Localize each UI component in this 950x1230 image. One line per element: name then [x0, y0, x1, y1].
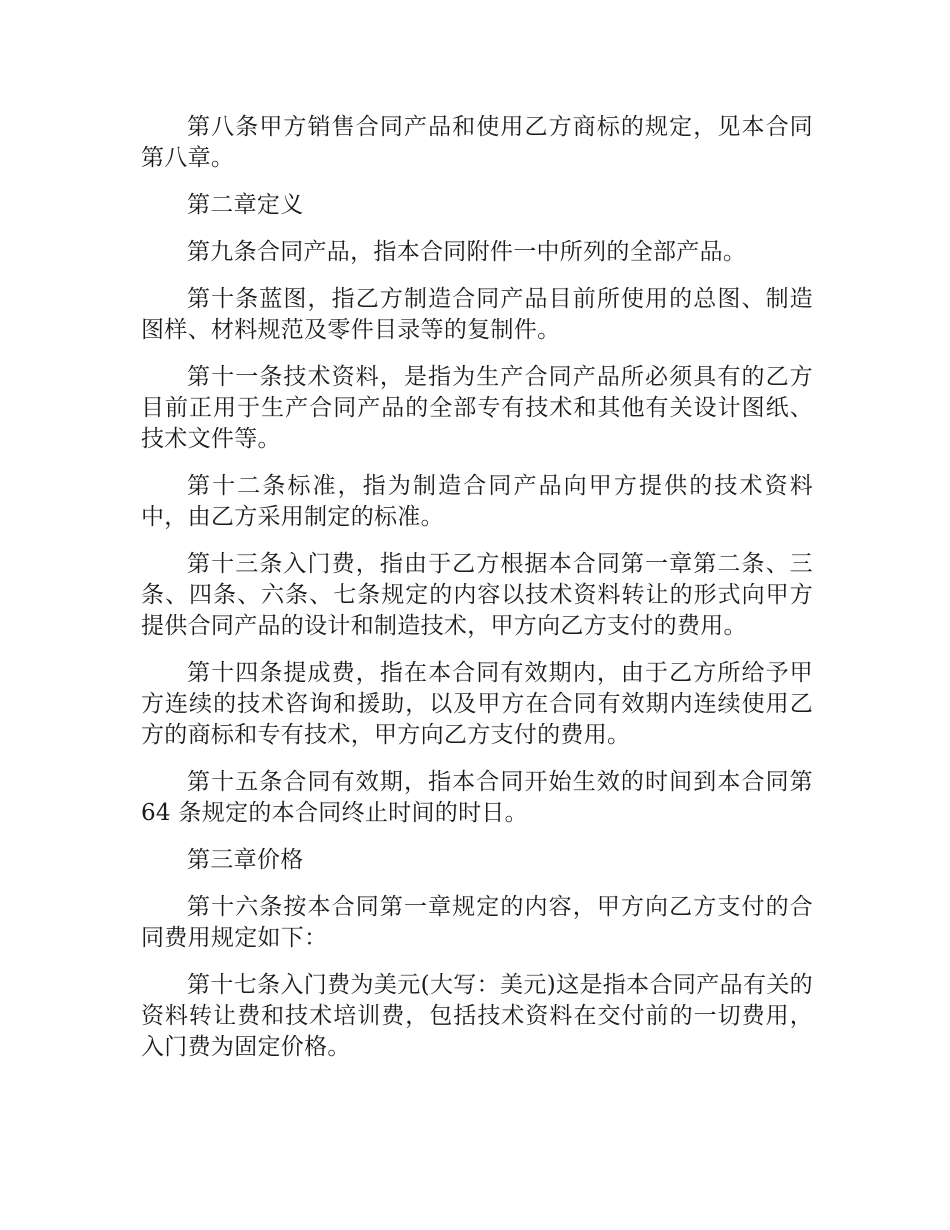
article-13-paragraph: 第十三条入门费，指由于乙方根据本合同第一章第二条、三条、四条、六条、七条规定的内容以技术资料转让的形式向甲方提供合同产品的设计和制造技术，甲方向乙方支付的费用。 [141, 551, 813, 639]
article-15-paragraph: 第十五条合同有效期，指本合同开始生效的时间到本合同第 64 条规定的本合同终止时间的时日。 [141, 769, 813, 826]
chapter-2-heading: 第二章定义 [187, 192, 304, 218]
document-page [141, 112, 813, 1079]
article-10-paragraph: 第十条蓝图，指乙方制造合同产品目前所使用的总图、制造图样、材料规范及零件目录等的复制件。 [141, 286, 813, 343]
chapter-3-heading: 第三章价格 [187, 847, 304, 873]
article-8-paragraph: 第八条甲方销售合同产品和使用乙方商标的规定，见本合同第八章。 [141, 114, 813, 171]
article-12-paragraph: 第十二条标准，指为制造合同产品向甲方提供的技术资料中，由乙方采用制定的标准。 [141, 473, 813, 530]
article-14-paragraph: 第十四条提成费，指在本合同有效期内，由于乙方所给予甲方连续的技术咨询和援助，以及甲方在合同有效期内连续使用乙方的商标和专有技术，甲方向乙方支付的费用。 [141, 660, 813, 748]
article-16-paragraph: 第十六条按本合同第一章规定的内容，甲方向乙方支付的合同费用规定如下： [141, 894, 813, 951]
article-9-paragraph: 第九条合同产品，指本合同附件一中所列的全部产品。 [187, 239, 747, 265]
article-11-paragraph: 第十一条技术资料，是指为生产合同产品所必须具有的乙方目前正用于生产合同产品的全部专有技术和其他有关设计图纸、技术文件等。 [141, 364, 813, 452]
article-17-paragraph: 第十七条入门费为美元(大写：美元)这是指本合同产品有关的资料转让费和技术培训费，包括技术资料在交付前的一切费用，入门费为固定价格。 [141, 972, 813, 1060]
